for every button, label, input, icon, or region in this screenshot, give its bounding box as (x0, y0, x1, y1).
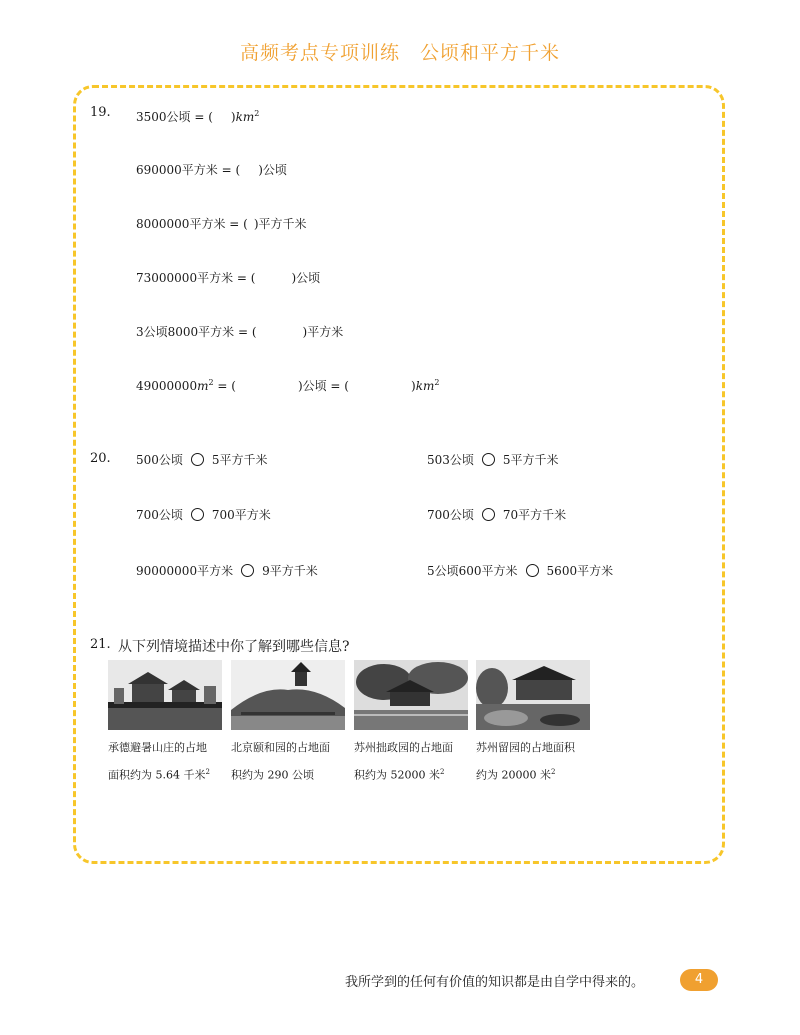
q20-row-3-right (427, 562, 613, 579)
q19-line-5-right: )平方米 (302, 325, 344, 339)
q19-line-1-left: 3500公顷 = ( (136, 110, 213, 124)
card-caption (354, 736, 470, 788)
q20-r3-left-b: 9平方千米 (262, 564, 318, 578)
q20-r3-left-a: 90000000平方米 (136, 564, 234, 578)
q20-row-2-right (427, 506, 566, 523)
card-caption-line2: 积约为 290 公顷 (231, 768, 314, 782)
q20-r3-right-a: 5公顷600平方米 (427, 564, 518, 578)
q20-r2-right-b: 70平方千米 (502, 508, 567, 522)
palace-photo (108, 660, 222, 730)
q19-line-4-right: )公顷 (291, 271, 321, 285)
q19-line-2 (136, 161, 287, 178)
card-caption-line2: 积约为 52000 米 (354, 768, 440, 782)
card-caption-exp: 2 (440, 768, 445, 776)
q19-line-6-mid: )公顷 = ( (297, 379, 349, 393)
question-number-19: 19. (90, 105, 111, 120)
card-caption (476, 736, 592, 788)
q19-line-6-exp: 2 (434, 378, 440, 387)
scenic-card-summer-palace (231, 660, 347, 788)
q19-line-6-right: ) (411, 379, 416, 393)
card-caption-line1: 苏州留园的占地面积 (476, 741, 575, 754)
q19-line-4-left: 73000000平方米 = ( (136, 271, 256, 285)
card-caption-exp: 2 (551, 768, 556, 776)
q19-line-6-unit: km (415, 379, 435, 393)
q19-line-6-left: 49000000 (136, 379, 198, 393)
compare-circle[interactable] (482, 508, 495, 521)
garden-photo (354, 660, 468, 730)
card-caption-line2: 约为 20000 米 (476, 768, 551, 782)
q20-r1-right-b: 5平方千米 (502, 453, 559, 467)
question-number-21: 21. (90, 637, 111, 652)
q19-line-1 (136, 108, 259, 125)
q20-r2-left-a: 700公顷 (136, 508, 183, 522)
card-caption-line2: 面积约为 5.64 千米 (108, 768, 206, 782)
summer-palace-photo (231, 660, 345, 730)
page-number: 4 (680, 969, 718, 991)
q20-r2-right-a: 700公顷 (427, 508, 474, 522)
footer-motto: 我所学到的任何有价值的知识都是由自学中得来的。 (345, 975, 645, 990)
q19-line-2-left: 690000平方米 = ( (136, 163, 241, 177)
card-caption-exp: 2 (205, 768, 210, 776)
question-number-20: 20. (90, 451, 111, 466)
q19-line-3-left: 8000000平方米 = ( (136, 217, 248, 231)
card-caption (231, 736, 347, 788)
q19-line-1-right: ) (230, 110, 236, 124)
q19-line-5-left: 3公顷8000平方米 = ( (136, 325, 257, 339)
q20-row-1-left (136, 451, 268, 468)
q20-row-1-right (427, 451, 559, 468)
q19-line-4 (136, 269, 320, 286)
q19-line-2-right: )公顷 (258, 163, 287, 177)
compare-circle[interactable] (526, 564, 539, 577)
scenic-card-humble-garden (354, 660, 470, 788)
compare-circle[interactable] (482, 453, 495, 466)
q20-r1-left-b: 5平方千米 (211, 453, 268, 467)
q20-r1-left-a: 500公顷 (136, 453, 183, 467)
q19-line-6-left-exp: 2 (208, 378, 214, 387)
q20-row-2-left (136, 506, 271, 523)
q19-line-6-left-unit: m (197, 379, 209, 393)
q19-line-5 (136, 323, 343, 340)
card-caption-line1: 北京颐和园的占地面 (231, 741, 330, 754)
card-caption-line1: 承德避暑山庄的占地 (108, 741, 207, 754)
card-caption (108, 736, 224, 788)
compare-circle[interactable] (191, 508, 204, 521)
q20-r1-right-a: 503公顷 (427, 453, 474, 467)
q19-line-1-unit: km (235, 110, 255, 124)
card-caption-line1: 苏州拙政园的占地面 (354, 741, 453, 754)
q19-line-6 (136, 377, 439, 394)
q19-line-6-eq: = ( (213, 379, 236, 393)
q19-line-1-exp: 2 (254, 109, 260, 118)
q20-r3-right-b: 5600平方米 (546, 564, 614, 578)
q20-row-3-left (136, 562, 318, 579)
compare-circle[interactable] (191, 453, 204, 466)
q20-r2-left-b: 700平方米 (211, 508, 271, 522)
scenic-card-chengde (108, 660, 224, 788)
q19-line-3 (136, 215, 307, 232)
scenic-card-lingering-garden (476, 660, 592, 788)
lingering-garden-photo (476, 660, 590, 730)
q21-title: 从下列情境描述中你了解到哪些信息? (118, 639, 350, 655)
compare-circle[interactable] (241, 564, 254, 577)
q19-line-3-right: )平方千米 (253, 217, 307, 231)
page-title: 高频考点专项训练 公顷和平方千米 (239, 42, 560, 64)
